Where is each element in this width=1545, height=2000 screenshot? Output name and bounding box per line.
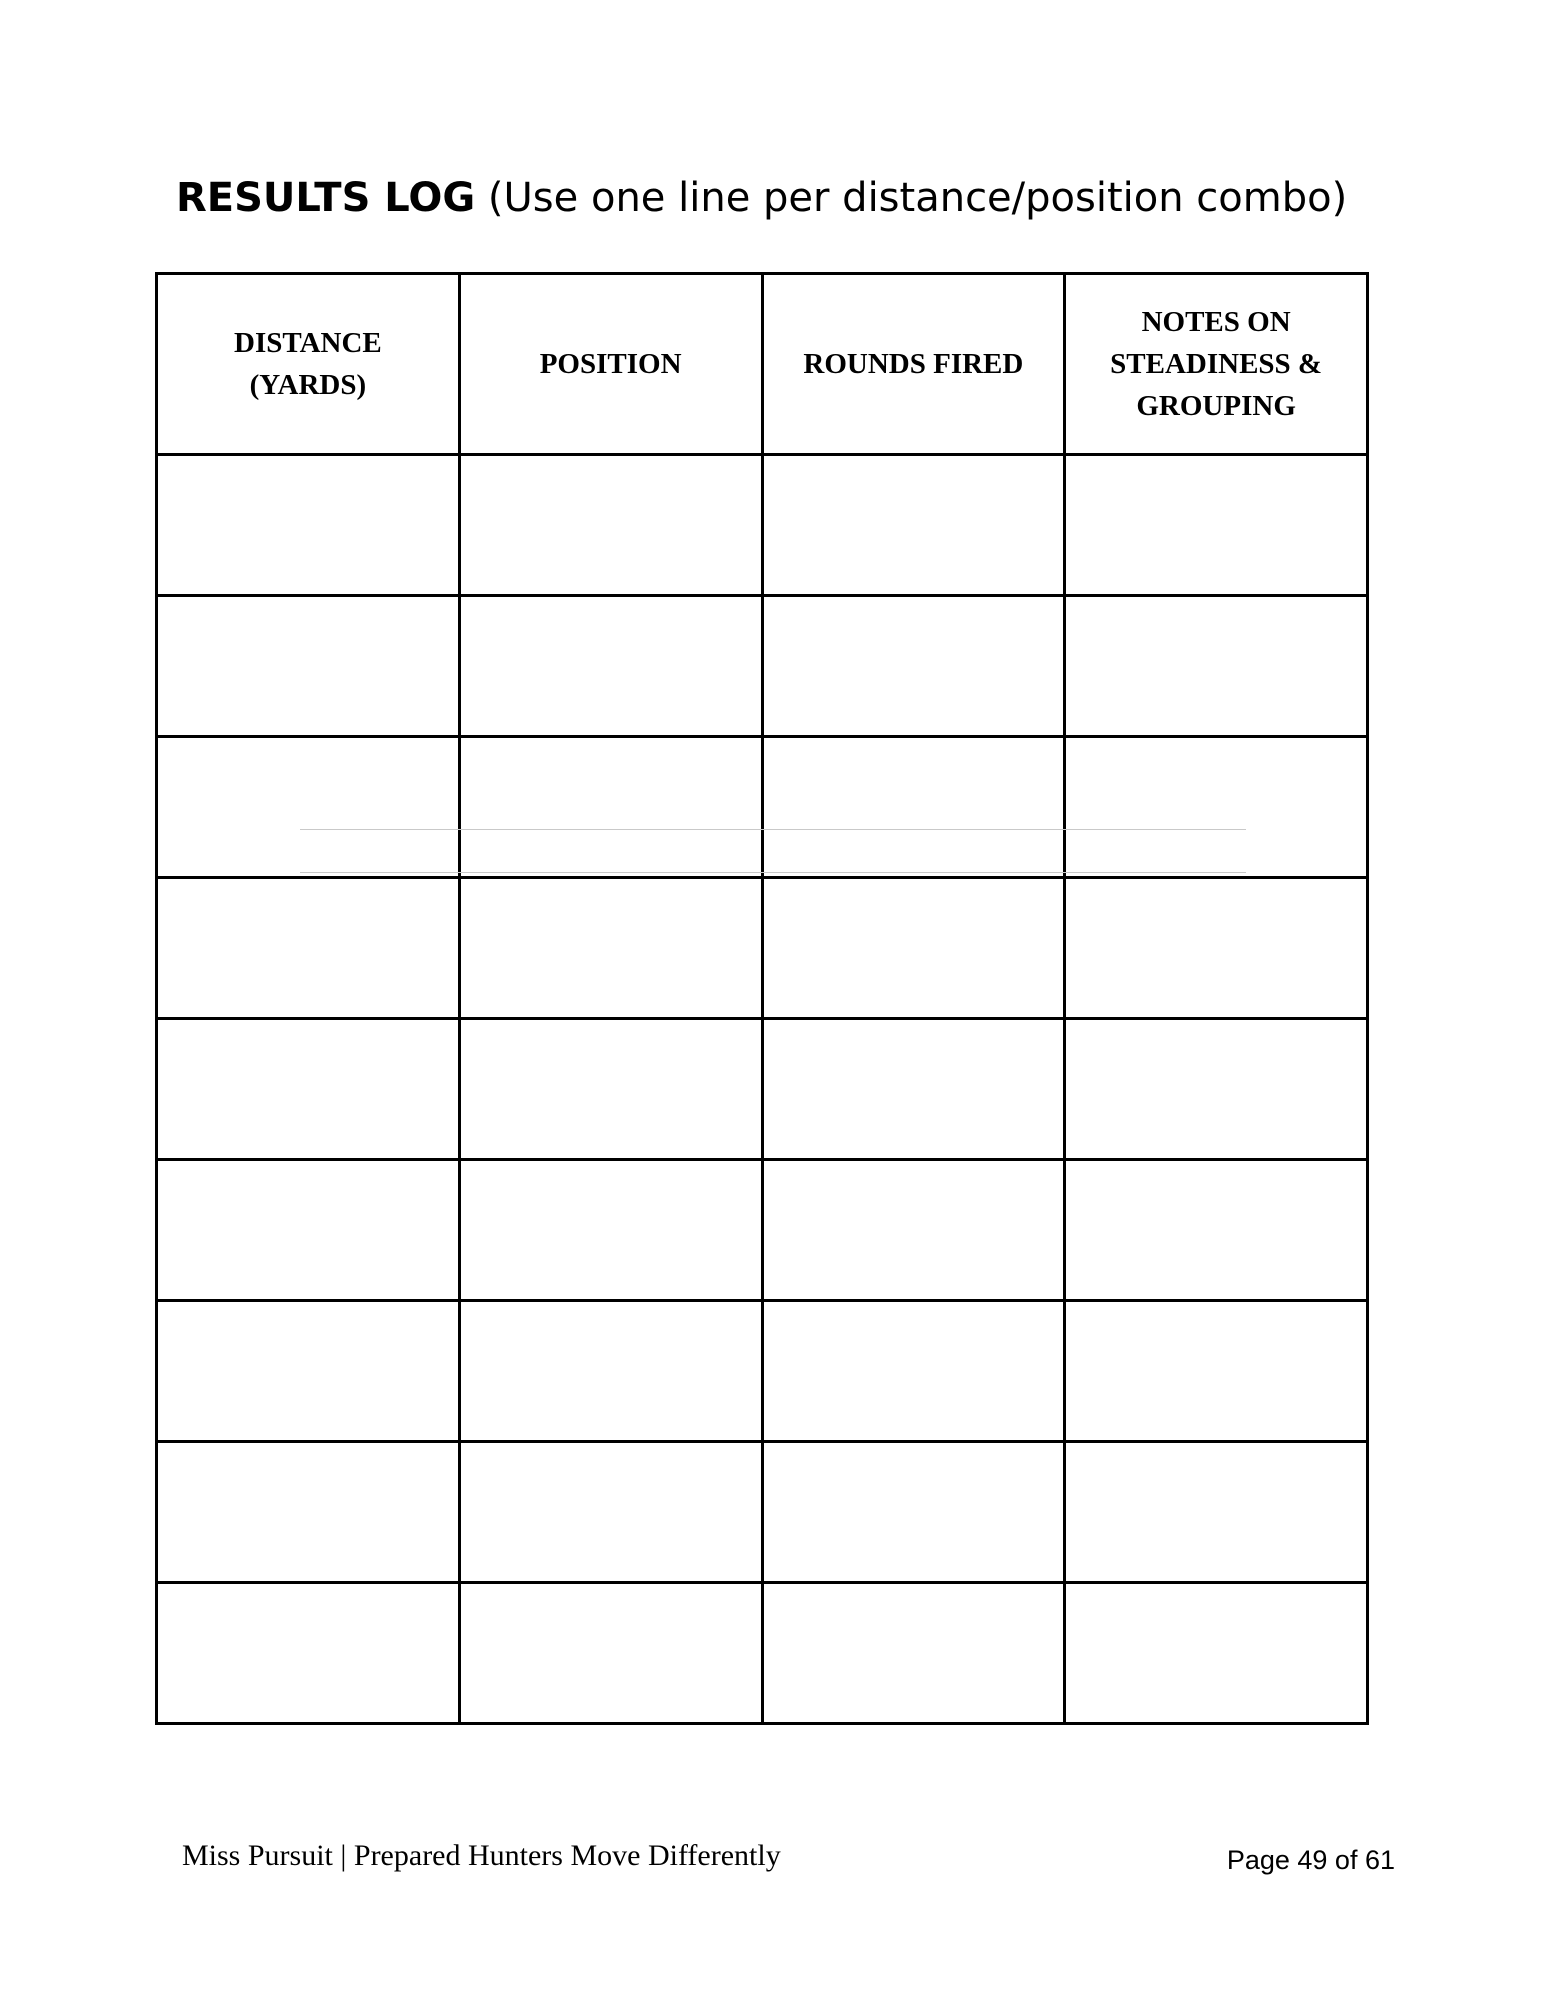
position-cell[interactable] [459, 1160, 762, 1301]
position-cell[interactable] [459, 596, 762, 737]
position-cell[interactable] [459, 737, 762, 878]
header-rounds-fired [762, 274, 1065, 455]
page-title-subtitle: (Use one line per distance/position combo) [475, 175, 1348, 221]
notes-cell[interactable] [1065, 455, 1368, 596]
notes-cell[interactable] [1065, 737, 1368, 878]
distance-cell[interactable] [157, 1019, 460, 1160]
rounds-fired-cell[interactable] [762, 878, 1065, 1019]
distance-cell[interactable] [157, 1442, 460, 1583]
header-notes-line-1: NOTES ON [1141, 306, 1291, 338]
table-row [157, 596, 1368, 737]
notes-cell[interactable] [1065, 1442, 1368, 1583]
table-row [157, 878, 1368, 1019]
position-cell[interactable] [459, 1583, 762, 1724]
distance-cell[interactable] [157, 737, 460, 878]
distance-cell[interactable] [157, 1583, 460, 1724]
rounds-fired-cell[interactable] [762, 455, 1065, 596]
header-row [157, 274, 1368, 455]
results-log-table [155, 272, 1369, 1725]
notes-cell[interactable] [1065, 1160, 1368, 1301]
rounds-fired-cell[interactable] [762, 1019, 1065, 1160]
distance-cell[interactable] [157, 596, 460, 737]
table-row [157, 1160, 1368, 1301]
results-log-body [157, 455, 1368, 1724]
table-row [157, 737, 1368, 878]
distance-cell[interactable] [157, 1160, 460, 1301]
header-notes [1065, 274, 1368, 455]
table-row [157, 455, 1368, 596]
notes-cell[interactable] [1065, 878, 1368, 1019]
header-distance-line-2: (YARDS) [249, 369, 367, 401]
header-distance-line-1: DISTANCE [234, 327, 382, 359]
table-row [157, 1583, 1368, 1724]
position-cell[interactable] [459, 455, 762, 596]
header-position [459, 274, 762, 455]
rounds-fired-cell[interactable] [762, 1160, 1065, 1301]
rounds-fired-cell[interactable] [762, 596, 1065, 737]
distance-cell[interactable] [157, 1301, 460, 1442]
distance-cell[interactable] [157, 878, 460, 1019]
page-title [176, 168, 1347, 228]
position-cell[interactable] [459, 878, 762, 1019]
table-row [157, 1019, 1368, 1160]
header-distance [157, 274, 460, 455]
rounds-fired-cell[interactable] [762, 1301, 1065, 1442]
position-cell[interactable] [459, 1442, 762, 1583]
table-row [157, 1301, 1368, 1442]
header-notes-line-2: STEADINESS & [1110, 348, 1323, 380]
header-rounds-fired-line-1: ROUNDS FIRED [803, 348, 1024, 380]
position-cell[interactable] [459, 1019, 762, 1160]
faint-guide-line [300, 829, 1246, 830]
notes-cell[interactable] [1065, 1019, 1368, 1160]
header-position-line-1: POSITION [539, 348, 682, 380]
faint-guide-line [300, 872, 1246, 873]
position-cell[interactable] [459, 1301, 762, 1442]
rounds-fired-cell[interactable] [762, 1442, 1065, 1583]
notes-cell[interactable] [1065, 1301, 1368, 1442]
page-number: Page 49 of 61 [1226, 1845, 1395, 1875]
results-log-header [157, 274, 1368, 455]
table-row [157, 1442, 1368, 1583]
footer-tagline: Miss Pursuit | Prepared Hunters Move Differently [182, 1839, 781, 1872]
header-notes-line-3: GROUPING [1136, 390, 1296, 422]
page-title-bold: RESULTS LOG [176, 175, 476, 221]
notes-cell[interactable] [1065, 1583, 1368, 1724]
distance-cell[interactable] [157, 455, 460, 596]
notes-cell[interactable] [1065, 596, 1368, 737]
rounds-fired-cell[interactable] [762, 737, 1065, 878]
rounds-fired-cell[interactable] [762, 1583, 1065, 1724]
